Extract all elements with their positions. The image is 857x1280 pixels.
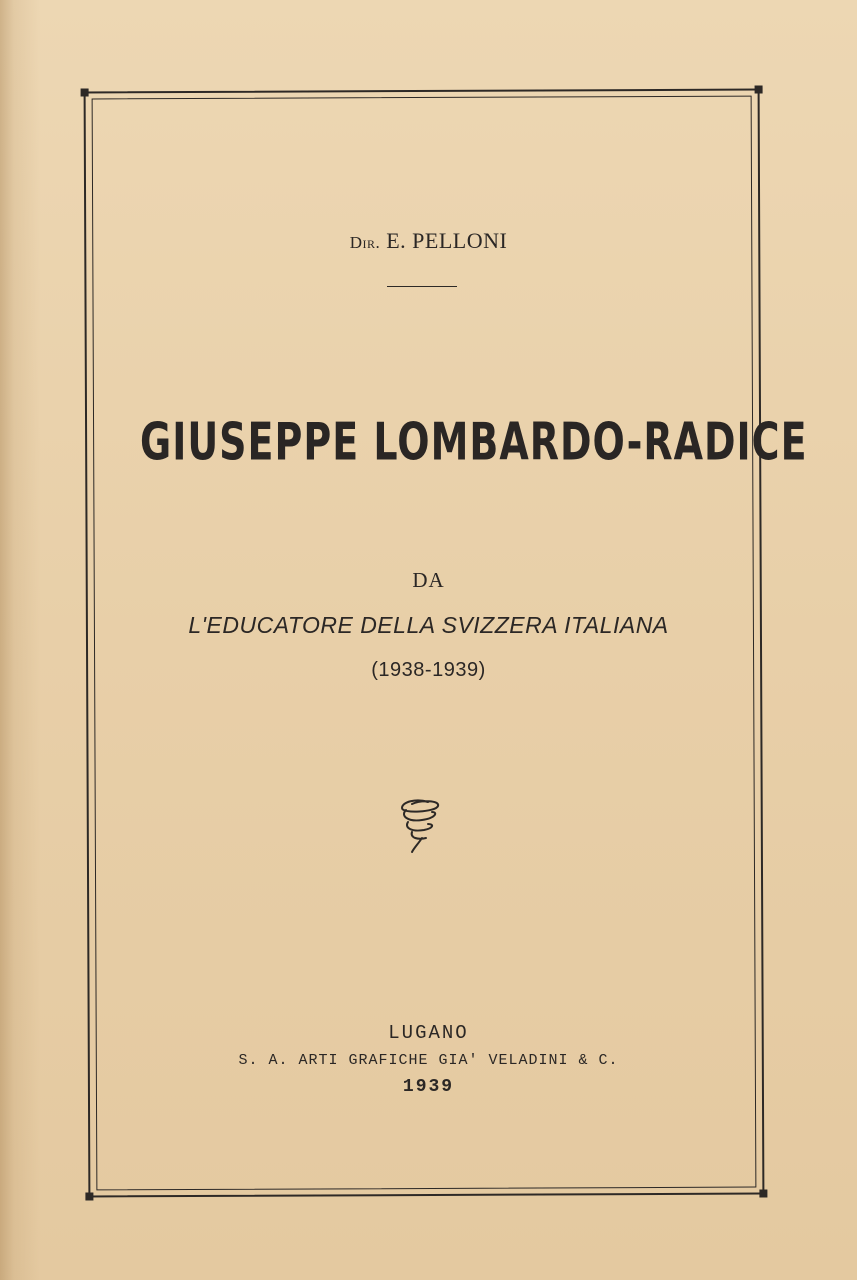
imprint-city: LUGANO: [388, 1022, 469, 1044]
book-title: GIUSEPPE LOMBARDO-RADICE: [140, 412, 808, 472]
corner-ornament: [81, 88, 89, 96]
author-name: E. PELLONI: [386, 228, 508, 253]
source-publication: L'EDUCATORE DELLA SVIZZERA ITALIANA: [188, 612, 669, 638]
spiral-flourish-icon: [398, 798, 444, 854]
author-line: [0, 228, 857, 254]
separator-rule: [387, 286, 457, 287]
imprint-printer: S. A. ARTI GRAFICHE GIA' VELADINI & C.: [238, 1052, 619, 1069]
corner-ornament: [85, 1192, 93, 1200]
imprint-year: 1939: [402, 1077, 455, 1097]
author-prefix: Dir.: [349, 233, 381, 252]
corner-ornament: [755, 86, 763, 94]
corner-ornament: [759, 1190, 767, 1198]
from-label: DA: [412, 568, 445, 592]
publication-years: (1938-1939): [371, 659, 486, 681]
